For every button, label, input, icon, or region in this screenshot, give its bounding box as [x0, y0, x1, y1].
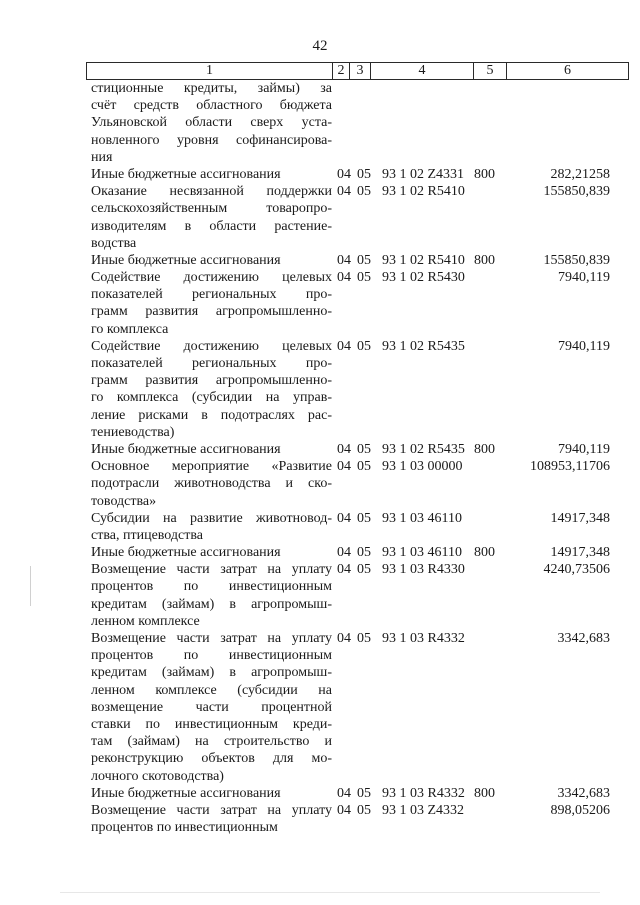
table-row	[0, 630, 640, 785]
row-name-line: показателей региональных про-	[91, 356, 332, 371]
table-row	[0, 338, 640, 441]
row-name-line: Содействие достижению целевых	[91, 270, 332, 286]
row-name	[91, 630, 332, 785]
row-subsection: 05	[357, 631, 371, 646]
scan-mark	[30, 566, 31, 606]
row-target-article: 93 1 03 R4332	[382, 785, 465, 801]
row-section: 04	[337, 441, 351, 457]
row-name	[91, 785, 332, 802]
row-name-line: Ульяновской области сверх уста-	[91, 115, 332, 131]
header-col-5: 5	[474, 63, 507, 79]
row-section: 04	[337, 562, 351, 578]
row-name-line: счёт средств областного бюджета	[91, 98, 332, 114]
row-target-article: 93 1 03 R4332	[382, 631, 465, 646]
row-name	[91, 802, 332, 836]
page-number: 42	[312, 38, 328, 54]
row-name-line: ленном комплексе	[91, 613, 200, 629]
row-section: 04	[337, 802, 351, 818]
row-subsection: 05	[357, 166, 371, 182]
row-target-article: 93 1 02 Z4331	[382, 166, 465, 182]
row-name-line: го комплекса	[91, 321, 169, 337]
row-name-line: грамм развития агропромышленно-	[91, 373, 332, 389]
header-col-3: 3	[350, 63, 371, 79]
row-amount: 898,05206	[550, 802, 610, 818]
row-expense-type: 800	[474, 441, 495, 457]
row-name-line: Иные бюджетные ассигнования	[91, 166, 281, 182]
row-name-line: ленном комплексе (субсидии на	[91, 682, 332, 698]
row-name	[91, 338, 332, 441]
row-amount: 14917,348	[550, 510, 610, 526]
row-amount: 7940,119	[558, 441, 610, 457]
row-name-line: Иные бюджетные ассигнования	[91, 252, 281, 268]
row-name-line: там (займам) на строительство и	[91, 734, 332, 750]
row-section: 04	[337, 631, 351, 646]
row-name	[91, 252, 332, 269]
table-row	[0, 166, 640, 183]
row-target-article: 93 1 03 46110	[382, 510, 462, 526]
row-name-line: показателей региональных про-	[91, 287, 332, 303]
row-section: 04	[337, 252, 351, 268]
row-name-line: Иные бюджетные ассигнования	[91, 441, 281, 457]
row-target-article: 93 1 02 R5435	[382, 338, 465, 354]
row-section: 04	[337, 510, 351, 526]
row-subsection: 05	[357, 270, 371, 286]
row-name-line: Иные бюджетные ассигнования	[91, 785, 281, 801]
row-name-line: Возмещение части затрат на уплату	[91, 562, 332, 578]
row-name	[91, 544, 332, 561]
row-name-line: грамм развития агропромышленно-	[91, 304, 332, 320]
row-name-line: товодства»	[91, 493, 157, 509]
row-section: 04	[337, 270, 351, 286]
row-name-line: Основное мероприятие «Развитие	[91, 459, 332, 475]
table-body	[0, 80, 640, 836]
row-amount: 155850,839	[543, 184, 610, 200]
row-name-line: изводителям в области растение-	[91, 218, 332, 234]
row-section: 04	[337, 338, 351, 354]
table-row	[0, 510, 640, 544]
row-name-line: лочного скотоводства)	[91, 768, 224, 784]
row-target-article: 93 1 02 R5410	[382, 184, 465, 200]
row-name	[91, 166, 332, 183]
header-col-1: 1	[87, 63, 333, 79]
row-subsection: 05	[357, 510, 371, 526]
row-subsection: 05	[357, 459, 371, 475]
row-name	[91, 441, 332, 458]
row-name-line: Оказание несвязанной поддержки	[91, 184, 332, 200]
row-name-line: Возмещение части затрат на уплату	[91, 802, 332, 818]
row-name-line: Субсидии на развитие животновод-	[91, 510, 332, 526]
row-expense-type: 800	[474, 252, 495, 268]
row-name-line: кредитам (займам) в агропромыш-	[91, 665, 332, 681]
row-name	[91, 80, 332, 166]
row-amount: 155850,839	[543, 252, 610, 268]
row-subsection: 05	[357, 545, 371, 561]
row-name-line: кредитам (займам) в агропромыш-	[91, 596, 332, 612]
row-subsection: 05	[357, 562, 371, 578]
table-row	[0, 269, 640, 338]
table-row	[0, 785, 640, 802]
row-section: 04	[337, 184, 351, 200]
row-amount: 7940,119	[558, 270, 610, 286]
row-target-article: 93 1 02 R5435	[382, 441, 465, 457]
row-name	[91, 510, 332, 544]
row-name	[91, 561, 332, 630]
row-subsection: 05	[357, 785, 371, 801]
row-name-line: стиционные кредиты, займы) за	[91, 81, 332, 96]
row-name-line: процентов по инвестиционным	[91, 820, 278, 836]
row-name-line: ния	[91, 149, 113, 165]
table-row	[0, 252, 640, 269]
table-row	[0, 802, 640, 836]
row-section: 04	[337, 545, 351, 561]
row-name-line: возмещение части процентной	[91, 699, 332, 715]
row-subsection: 05	[357, 802, 371, 818]
row-name	[91, 458, 332, 510]
row-expense-type: 800	[474, 785, 495, 801]
scan-mark	[60, 892, 600, 893]
row-amount: 3342,683	[557, 631, 610, 646]
row-name-line: Иные бюджетные ассигнования	[91, 545, 281, 561]
table-row	[0, 561, 640, 630]
row-target-article: 93 1 03 Z4332	[382, 802, 465, 818]
table-header	[86, 62, 629, 80]
row-name	[91, 269, 332, 338]
row-name-line: тениеводства)	[91, 424, 175, 440]
row-name-line: сельскохозяйственным товаропро-	[91, 201, 332, 217]
row-amount: 108953,11706	[530, 459, 610, 475]
row-target-article: 93 1 03 46110	[382, 545, 462, 561]
row-target-article: 93 1 02 R5410	[382, 252, 465, 268]
row-name-line: ства, птицеводства	[91, 527, 203, 543]
table-row	[0, 183, 640, 252]
row-target-article: 93 1 03 00000	[382, 459, 463, 475]
row-name-line: ление рисками в подотраслях рас-	[91, 407, 332, 423]
row-section: 04	[337, 166, 351, 182]
row-name	[91, 183, 332, 252]
row-name-line: го комплекса (субсидии на управ-	[91, 390, 332, 406]
row-name-line: Возмещение части затрат на уплату	[91, 631, 332, 646]
row-name-line: Содействие достижению целевых	[91, 338, 332, 354]
row-subsection: 05	[357, 252, 371, 268]
header-col-4: 4	[371, 63, 474, 79]
header-col-2: 2	[333, 63, 350, 79]
row-expense-type: 800	[474, 166, 495, 182]
row-amount: 7940,119	[558, 338, 610, 354]
row-name-line: водства	[91, 235, 137, 251]
row-target-article: 93 1 02 R5430	[382, 270, 465, 286]
row-target-article: 93 1 03 R4330	[382, 562, 465, 578]
header-col-6: 6	[564, 63, 571, 78]
row-section: 04	[337, 459, 351, 475]
row-name-line: процентов по инвестиционным	[91, 579, 332, 595]
row-name-line: процентов по инвестиционным	[91, 648, 332, 664]
row-name-line: новленного уровня софинансирова-	[91, 132, 332, 148]
table-row	[0, 458, 640, 510]
row-name-line: реконструкцию объектов для мо-	[91, 751, 332, 767]
row-name-line: подотрасли животноводства и ско-	[91, 476, 332, 492]
row-amount: 282,21258	[550, 166, 610, 182]
table-row	[0, 80, 640, 166]
row-amount: 4240,73506	[543, 562, 610, 578]
row-amount: 3342,683	[557, 785, 610, 801]
row-subsection: 05	[357, 184, 371, 200]
row-expense-type: 800	[474, 545, 495, 561]
row-name-line: ставки по инвестиционным креди-	[91, 716, 332, 732]
row-section: 04	[337, 785, 351, 801]
table-row	[0, 544, 640, 561]
row-subsection: 05	[357, 441, 371, 457]
row-subsection: 05	[357, 338, 371, 354]
table-row	[0, 441, 640, 458]
row-amount: 14917,348	[550, 545, 610, 561]
